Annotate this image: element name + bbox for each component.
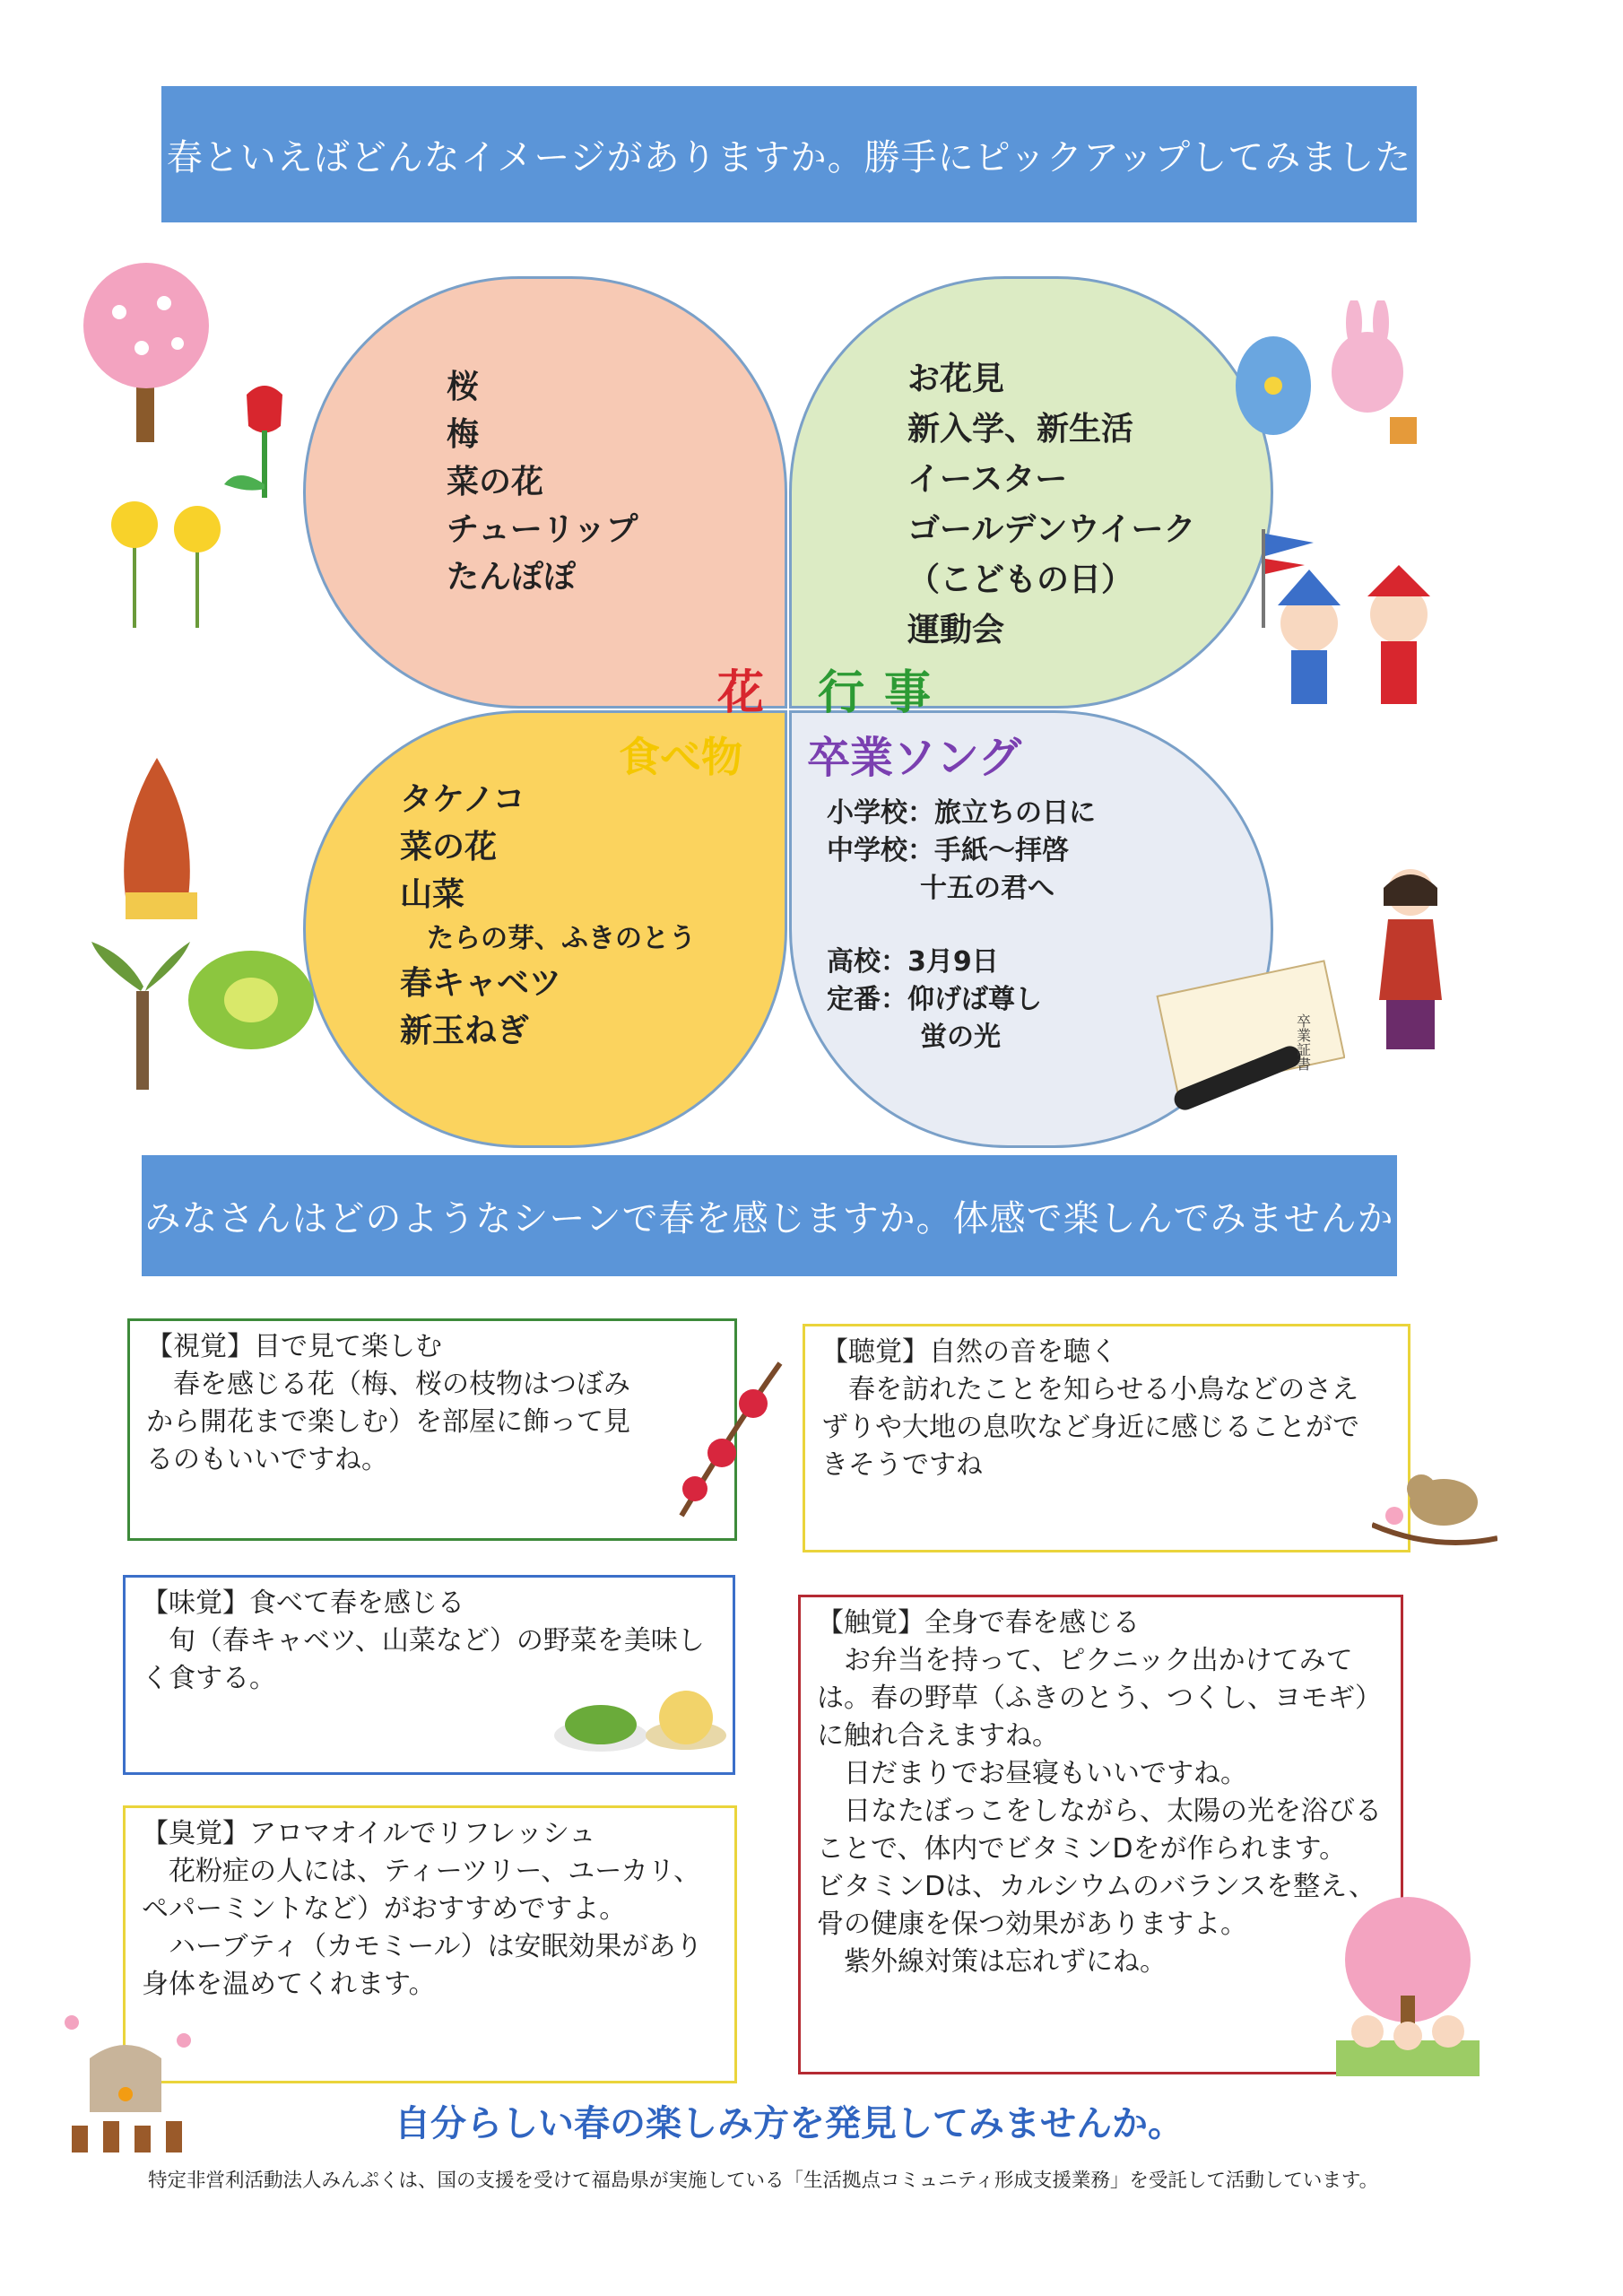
list-item: ゴールデンウイーク [907, 511, 1196, 548]
diploma-scroll-icon [1152, 960, 1345, 1112]
sight-body: 春を感じる花（梅、桜の枝物はつぼみから開花まで楽しむ）を部屋に飾って見るのもいいですね。 [146, 1369, 630, 1475]
plum-branch-icon [646, 1354, 789, 1534]
children-kites-icon [1251, 516, 1457, 735]
petal-title-event: 行事 [818, 666, 951, 720]
list-item: 中学校：手紙〜拝啓 [827, 835, 1069, 866]
list-item: 春キャベツ [400, 965, 562, 1002]
touch-body: 日だまりでお昼寝もいいですね。 [844, 1758, 1247, 1789]
hearing-title: 【聴覚】自然の音を聴く [821, 1336, 1117, 1368]
diploma-label: 卒業証書 [1294, 1013, 1312, 1071]
list-item: 菜の花 [400, 829, 498, 865]
event-list [907, 354, 1195, 656]
list-item: （こどもの日） [907, 561, 1134, 598]
list-item: お花見 [907, 361, 1005, 397]
cherry-tree-icon [79, 258, 213, 447]
list-item: タケノコ [400, 781, 525, 818]
petal-title-song: 卒業ソング [807, 733, 1022, 783]
bird-on-branch-icon [1372, 1453, 1497, 1561]
touch-body: 日なたぼっこをしながら、太陽の光を浴びることで、体内でビタミンDをが作られます。 [817, 1796, 1382, 1865]
list-item: 定番：仰げば尊し [827, 984, 1042, 1015]
hearing-box [803, 1324, 1410, 1552]
rapeseed-flower-icon [97, 498, 240, 632]
food-list [400, 776, 696, 1055]
petal-title-flower: 花 [717, 666, 765, 720]
taste-title: 【味覚】食べて春を感じる [142, 1587, 464, 1619]
petal-title-food: 食べ物 [619, 733, 742, 781]
spacer [827, 908, 1096, 944]
smell-title: 【臭覚】アロマオイルでリフレッシュ [142, 1818, 596, 1849]
banner-text: みなさんはどのようなシーンで春を感じますか。体感で楽しんでみませんか [144, 1198, 1394, 1239]
list-item: 新玉ねぎ [400, 1013, 530, 1049]
touch-body: ビタミンDは、カルシウムのバランスを整え、骨の健康を保つ効果がありますよ。 [817, 1871, 1376, 1940]
flower-list [447, 363, 638, 601]
list-item: 山菜 [400, 876, 465, 913]
list-item: チューリップ [447, 511, 638, 548]
smell-body: ハーブティ（カモミール）は安眠効果があり身体を温めてくれます。 [142, 1931, 703, 2000]
list-item: 運動会 [907, 612, 1005, 648]
list-item: 小学校：旅立ちの日に [827, 797, 1096, 829]
footer-note: 特定非営利活動法人みんぷくは、国の支援を受けて福島県が実施している「生活拠点コミュニティ形成支援業務」を受託して活動しています。 [148, 2170, 1379, 2192]
list-item: たんぽぽ [447, 559, 577, 596]
section-banner [142, 1155, 1397, 1276]
smell-box [123, 1805, 737, 2083]
graduate-girl-icon [1370, 865, 1451, 1058]
touch-box [798, 1595, 1403, 2074]
spring-dishes-icon [551, 1664, 731, 1762]
list-item: 菜の花 [447, 464, 544, 500]
list-item: たらの芽、ふきのとう [427, 923, 696, 954]
easter-icon [1233, 300, 1426, 448]
header-banner [161, 86, 1417, 222]
closing-message: 自分らしい春の楽しみ方を発見してみませんか。 [395, 2103, 1184, 2144]
list-item: イースター [907, 461, 1068, 498]
list-item: 十五の君へ [920, 873, 1055, 904]
hearing-body: 春を訪れたことを知らせる小鳥などのさえずりや大地の息吹など身近に感じることができそうですね [821, 1374, 1359, 1481]
wild-vegetable-icon [82, 937, 199, 1094]
picnic-icon [1327, 1897, 1488, 2085]
sight-title: 【視覚】目で見て楽しむ [146, 1331, 442, 1362]
touch-title: 【触覚】全身で春を感じる [817, 1607, 1140, 1639]
smell-body: 花粉症の人には、ティーツリー、ユーカリ、ペパーミントなど）がおすすめですよ。 [142, 1856, 701, 1925]
list-item: 桜 [447, 369, 480, 405]
tulip-icon [220, 377, 309, 502]
banner-text: 春といえばどんなイメージがありますか。勝手にピックアップしてみました [166, 136, 1412, 178]
song-list [827, 795, 1096, 1057]
taste-body: 旬（春キャベツ、山菜など）の野菜を美味しく食する。 [142, 1625, 705, 1694]
list-item: 新入学、新生活 [907, 411, 1134, 448]
touch-body: お弁当を持って、ピクニック出かけてみては。春の野草（ふきのとう、つくし、ヨモギ）に触れ合えますね。 [817, 1645, 1382, 1752]
butterbur-sprout-icon [184, 946, 318, 1054]
list-item: 蛍の光 [920, 1022, 1001, 1053]
list-item: 高校：3月9日 [827, 946, 999, 978]
list-item: 梅 [447, 416, 480, 453]
touch-body: 紫外線対策は忘れずにね。 [844, 1946, 1167, 1978]
bamboo-shoot-icon [99, 753, 215, 924]
aroma-diffuser-icon [49, 2005, 202, 2161]
